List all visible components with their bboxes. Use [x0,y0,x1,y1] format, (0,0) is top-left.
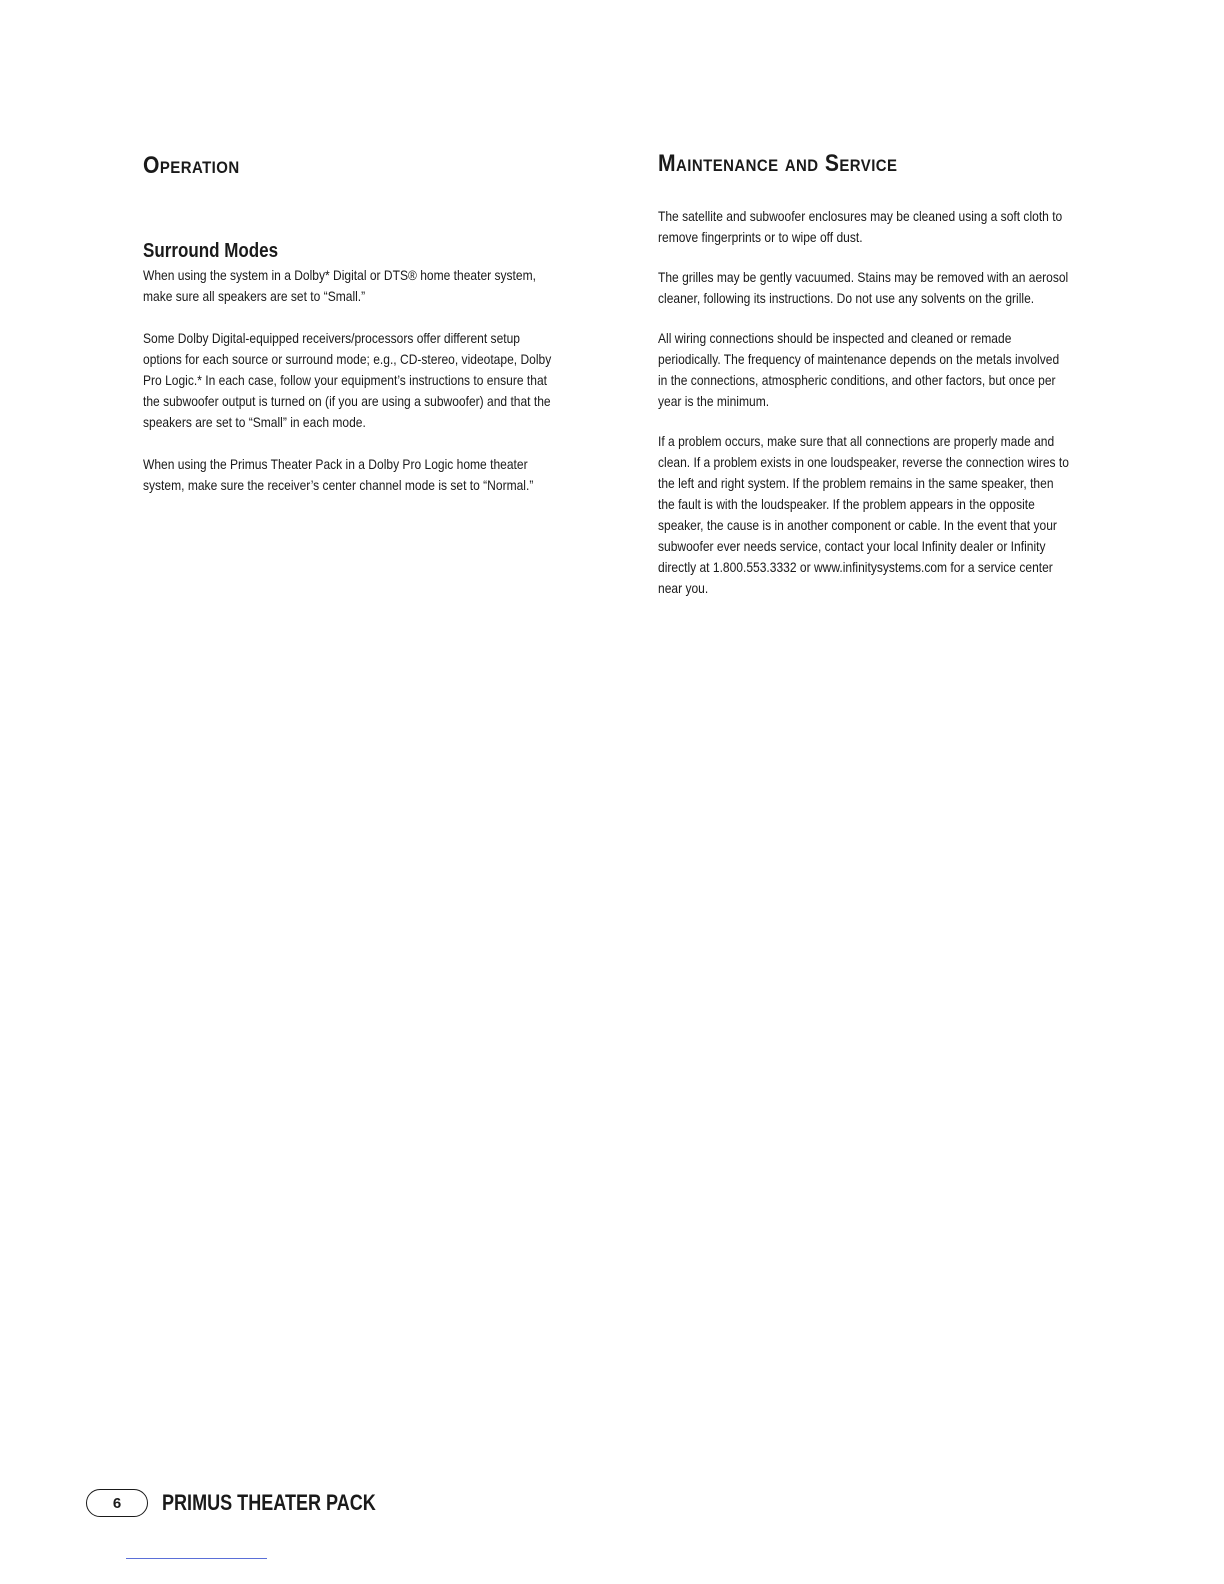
maintenance-heading: Maintenance and Service [658,150,898,177]
maintenance-paragraph: The grilles may be gently vacuumed. Stains may be removed with an aerosol cleaner, following its instructions. Do not use any solvents on the grille. [658,269,1069,306]
page-footer [86,1489,423,1517]
bottom-rule [126,1558,267,1559]
maintenance-paragraph: The satellite and subwoofer enclosures may be cleaned using a soft cloth to remove fingerprints or to wipe off dust. [658,208,1063,245]
operation-column [143,150,563,496]
footer-title: PRIMUS THEATER PACK [162,1490,376,1515]
page-number-badge: 6 [86,1489,148,1517]
maintenance-paragraph: All wiring connections should be inspected and cleaned or remade periodically. The frequency of maintenance depends on the metals involved in the connections, atmospheric conditions, and other factors, but once per year is the minimum. [658,330,1060,409]
maintenance-column [658,150,1078,599]
surround-modes-heading: Surround Modes [143,240,279,262]
operation-heading: Operation [143,152,240,179]
operation-paragraph: Some Dolby Digital-equipped receivers/processors offer different setup options for each source or surround mode; e.g., CD-stereo, videotape, Dolby Pro Logic.* In each case, follow your equipment’s instructions to ensure that the subwoofer output is turned on (if you are using a subwoofer) and that the speakers are set to “Small” in each mode. [143,330,552,430]
maintenance-paragraph: If a problem occurs, make sure that all connections are properly made and clean. If a problem exists in one loudspeaker, reverse the connection wires to the left and right system. If the problem remains in the same speaker, then the fault is with the loudspeaker. If the problem appears in the opposite speaker, the cause is in another component or cable. In the event that your subwoofer ever needs service, contact your local Infinity dealer or Infinity directly at 1.800.553.3332 or www.infinitysystems.com for a service center near you. [658,433,1069,596]
operation-paragraph: When using the Primus Theater Pack in a Dolby Pro Logic home theater system, make sure the receiver’s center channel mode is set to “Normal.” [143,456,534,493]
operation-paragraph: When using the system in a Dolby* Digital or DTS® home theater system, make sure all speakers are set to “Small.” [143,267,536,304]
